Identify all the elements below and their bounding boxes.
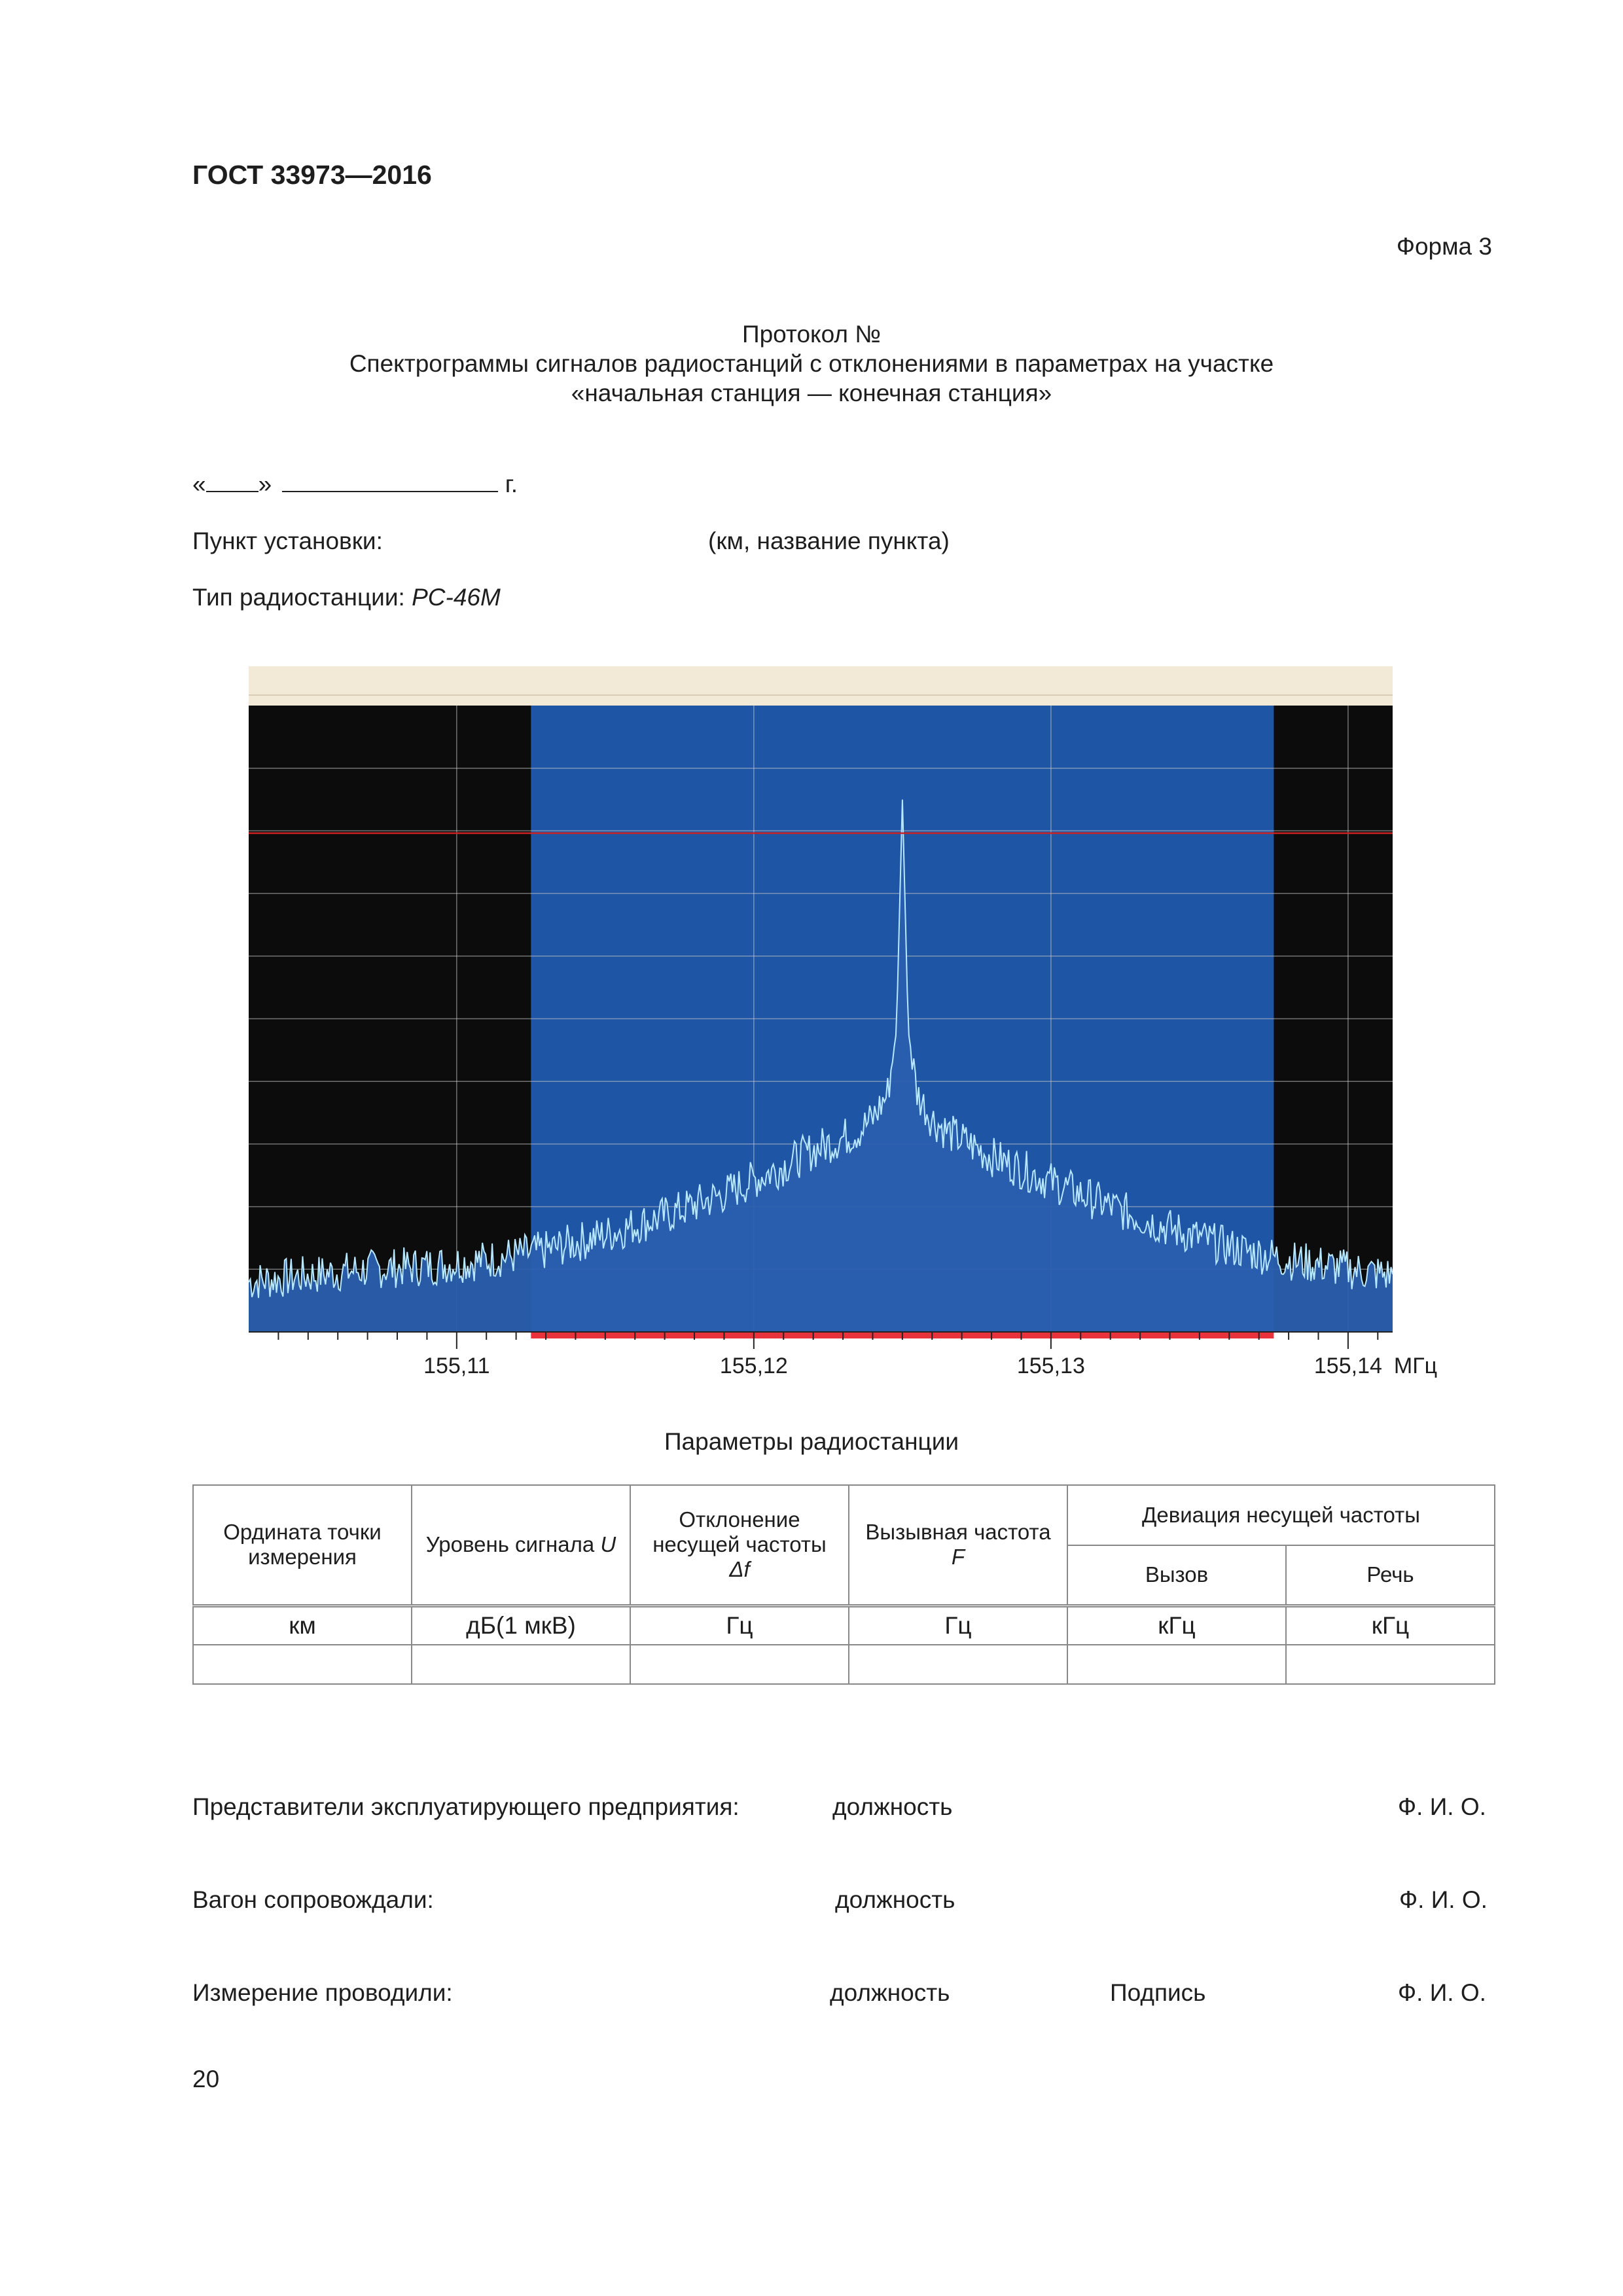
standard-code: ГОСТ 33973—2016 bbox=[192, 160, 432, 190]
install-point-hint: (км, название пункта) bbox=[708, 528, 950, 554]
empty-cell bbox=[412, 1645, 630, 1684]
header-speech: Речь bbox=[1286, 1545, 1495, 1605]
signature-row2-position: должность bbox=[835, 1886, 955, 1913]
month-blank bbox=[282, 470, 498, 492]
signature-row1-position: должность bbox=[832, 1793, 953, 1820]
day-blank bbox=[206, 470, 259, 492]
header-call-frequency-text: Вызывная частота bbox=[865, 1520, 1051, 1545]
date-open-quote: « bbox=[192, 471, 206, 497]
x-tick-label: 155,12 bbox=[719, 1354, 788, 1378]
unit-cell: Гц bbox=[849, 1605, 1067, 1645]
header-frequency-deviation: Девиация несущей частоты bbox=[1067, 1485, 1495, 1545]
x-tick-label: 155,13 bbox=[1016, 1354, 1085, 1378]
header-call-frequency bbox=[849, 1485, 1067, 1605]
signature-row3-label: Измерение проводили: bbox=[192, 1979, 453, 2006]
header-carrier-deviation-symbol: Δf bbox=[729, 1557, 750, 1582]
protocol-title: Протокол № bbox=[742, 321, 881, 348]
protocol-subtitle: Спектрограммы сигналов радиостанций с отклонениями в параметрах на участке bbox=[349, 350, 1274, 377]
year-suffix: г. bbox=[505, 471, 518, 497]
empty-cell bbox=[849, 1645, 1067, 1684]
header-ordinate: Ордината точки измерения bbox=[193, 1485, 412, 1605]
signature-row3-signature: Подпись bbox=[1110, 1979, 1206, 2006]
install-point-label: Пункт установки: bbox=[192, 528, 383, 554]
radio-type-line bbox=[192, 584, 501, 611]
params-table bbox=[192, 1484, 1495, 1685]
signature-row2-name: Ф. И. О. bbox=[1399, 1886, 1488, 1913]
radio-type-value: РС-46М bbox=[412, 584, 501, 611]
signature-row1-name: Ф. И. О. bbox=[1398, 1793, 1486, 1820]
unit-cell: Гц bbox=[630, 1605, 849, 1645]
empty-cell bbox=[1067, 1645, 1286, 1684]
date-close-quote: » bbox=[258, 471, 272, 497]
header-signal-level-symbol: U bbox=[600, 1532, 616, 1557]
unit-cell: км bbox=[193, 1605, 412, 1645]
empty-cell bbox=[1286, 1645, 1495, 1684]
spectrogram-chart bbox=[249, 666, 1446, 1393]
table-units-row bbox=[193, 1605, 1495, 1645]
form-number: Форма 3 bbox=[1396, 233, 1492, 260]
empty-cell bbox=[630, 1645, 849, 1684]
x-tick-label: 155,14 bbox=[1313, 1354, 1382, 1378]
page-number: 20 bbox=[192, 2066, 220, 2092]
unit-cell: дБ(1 мкВ) bbox=[412, 1605, 630, 1645]
radio-type-label: Тип радиостанции: bbox=[192, 584, 405, 611]
header-carrier-deviation-text: Отклонение несущей частоты bbox=[652, 1507, 827, 1557]
signature-row1-label: Представители эксплуатирующего предприятия: bbox=[192, 1793, 740, 1820]
table-header-row bbox=[193, 1485, 1495, 1545]
unit-cell: кГц bbox=[1067, 1605, 1286, 1645]
signature-row3-name: Ф. И. О. bbox=[1398, 1979, 1486, 2006]
date-line bbox=[192, 470, 518, 498]
chart-toolbar bbox=[249, 666, 1393, 706]
empty-cell bbox=[193, 1645, 412, 1684]
table-empty-row bbox=[193, 1645, 1495, 1684]
header-signal-level bbox=[412, 1485, 630, 1605]
header-carrier-deviation bbox=[630, 1485, 849, 1605]
x-unit-label: МГц bbox=[1393, 1354, 1438, 1378]
signature-row2-label: Вагон сопровождали: bbox=[192, 1886, 434, 1913]
params-title: Параметры радиостанции bbox=[664, 1428, 959, 1455]
unit-cell: кГц bbox=[1286, 1605, 1495, 1645]
header-signal-level-text: Уровень сигнала bbox=[425, 1532, 595, 1557]
x-tick-label: 155,11 bbox=[423, 1354, 490, 1378]
header-call: Вызов bbox=[1067, 1545, 1286, 1605]
protocol-section: «начальная станция — конечная станция» bbox=[571, 380, 1052, 406]
signature-row3-position: должность bbox=[830, 1979, 950, 2006]
header-call-frequency-symbol: F bbox=[951, 1545, 965, 1570]
